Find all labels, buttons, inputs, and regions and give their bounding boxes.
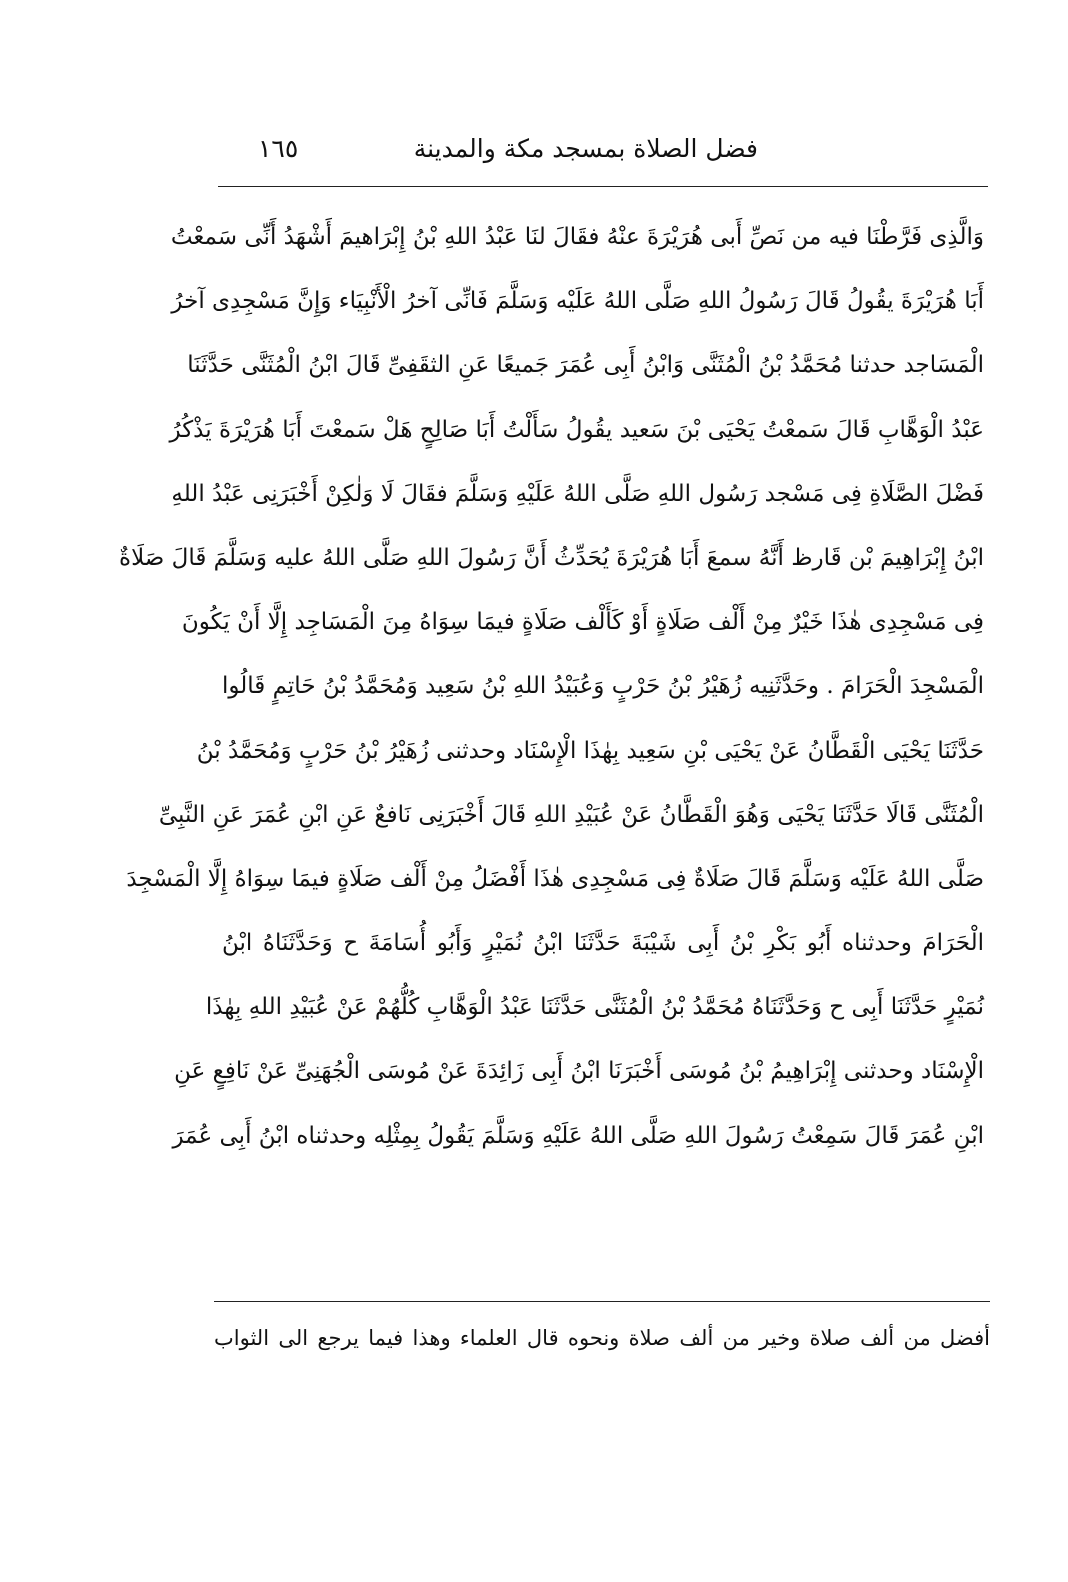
text-line: الْمَسَاجد حدثنا مُحَمَّدُ بْنُ الْمُثَنَّى وَابْنُ أَبِى عُمَرَ جَميعًا عَنِ الثقَفِىِّ قَالَ ابْنُ الْمُثَنَّى حَدَّثَنَا (187, 352, 984, 379)
text-line: أَبَا هُرَيْرَةَ يقُولُ قَالَ رَسُولُ اللهِ صَلَّى اللهُ عَلَيْه وَسَلَّمَ فَانِّى آخرُ الْأَنْبِيَاء وَإِنَّ مَسْجِدِى آخرُ (171, 288, 984, 315)
footnote-rule (214, 1301, 990, 1302)
text-line: عَبْدُ الْوَهَّابِ قَالَ سَمعْتُ يَحْيَى بْنَ سَعيد يقُولُ سَأَلْتُ أَبَا صَالِحٍ هَلْ سَمعْتَ أَبَا هُرَيْرَةَ يَذْكُرُ (169, 416, 984, 443)
header-rule (218, 186, 988, 187)
text-line: الْحَرَامَ وحدثناه أَبُو بَكْرِ بْنُ أَبِى شَيْبَةَ حَدَّثَنَا ابْنُ نُمَيْرٍ وَأَبُو أُسَامَةَ ح وَحَدَّثَنَاهُ ابْنُ (222, 930, 984, 957)
text-line: الْإِسْنَاد وحدثنى إِبْرَاهِيمُ بْنُ مُوسَى أَخْبَرَنَا ابْنُ أَبِى زَائِدَةَ عَنْ مُوسَى الْجُهَنِىِّ عَنْ نَافِعٍ عَنِ (174, 1058, 984, 1085)
text-line: ابْنُ إِبْرَاهِيمَ بْن قَارظ أَنَّهُ سمعَ أَبَا هُرَيْرَةَ يُحَدِّثُ أَنَّ رَسُولَ اللهِ صَلَّى اللهُ عليه وَسَلَّمَ قَالَ صَلَاةٌ (119, 544, 984, 571)
text-line: حَدَّثَنَا يَحْيَى الْقَطَّانُ عَنْ يَحْيَى بْنِ سَعِيد بِهٰذَا الْإِسْنَاد وحدثنى زُهَيْرُ بْنُ حَرْبٍ وَمُحَمَّدُ بْنُ (196, 737, 984, 764)
page-number: ١٦٥ (258, 134, 299, 163)
text-line: فِى مَسْجِدِى هٰذَا خَيْرٌ مِنْ أَلْف صَلَاةٍ أَوْ كَأَلْف صَلَاةٍ فيمَا سِوَاهُ مِنَ الْمَسَاجِد إِلَّا أَنْ يَكُونَ (181, 609, 984, 636)
footnote: أفضل من ألف صلاة وخير من ألف صلاة ونحوه قال العلماء وهذا فيما يرجع الى الثواب (214, 1326, 990, 1350)
running-title: فضل الصلاة بمسجد مكة والمدينة (413, 134, 758, 163)
text-line: فَضْلَ الصَّلَاةِ فِى مَسْجد رَسُول اللهِ صَلَّى اللهُ عَلَيْهِ وَسَلَّمَ فقَالَ لَا وَلٰكِنْ أَخْبَرَنِى عَبْدُ اللهِ (171, 480, 984, 507)
text-line: وَالَّذِى فَرَّطْنَا فيه من نَصِّ أَبى هُرَيْرَةَ عنْهُ فقَالَ لنَا عَبْدُ اللهِ بْنُ إِبْرَاهيمَ أَشْهَدُ أَنِّى سَمعْتُ (170, 224, 984, 250)
page-header (218, 128, 988, 178)
text-line: ابْنِ عُمَرَ قَالَ سَمِعْتُ رَسُولَ اللهِ صَلَّى اللهُ عَلَيْهِ وَسَلَّمَ يَقُولُ بِمِثْلِه وحدثناه ابْنُ أَبِى عُمَرَ (172, 1122, 984, 1149)
main-text (119, 205, 984, 1168)
text-line: الْمَسْجِدَ الْحَرَامَ . وحَدَّثَنِيه زُهَيْرُ بْنُ حَرْبٍ وَعُبَيْدُ اللهِ بْنُ سَعِيد وَمُحَمَّدُ بْنُ حَاتِمٍ قَالُوا (222, 673, 984, 700)
text-line: نُمَيْرٍ حَدَّثَنَا أَبِى ح وَحَدَّثَنَاهُ مُحَمَّدُ بْنُ الْمُثَنَّى حَدَّثَنَا عَبْدُ الْوَهَّابِ كُلُّهُمْ عَنْ عُبَيْدِ اللهِ بِهٰذَا (205, 994, 984, 1021)
text-line: الْمُثَنَّى قَالَا حَدَّثَنَا يَحْيَى وَهُوَ الْقَطَّانُ عَنْ عُبَيْدِ اللهِ قَالَ أَخْبَرَنِى نَافعٌ عَنِ ابْنِ عُمَرَ عَنِ النَّبِىِّ (158, 801, 984, 828)
text-line: صَلَّى اللهُ عَلَيْه وَسَلَّمَ قَالَ صَلَاةٌ فِى مَسْجِدِى هٰذَا أَفْضَلُ مِنْ أَلْف صَلَاةٍ فيمَا سِوَاهُ إِلَّا الْمَسْجِدَ (126, 865, 984, 892)
